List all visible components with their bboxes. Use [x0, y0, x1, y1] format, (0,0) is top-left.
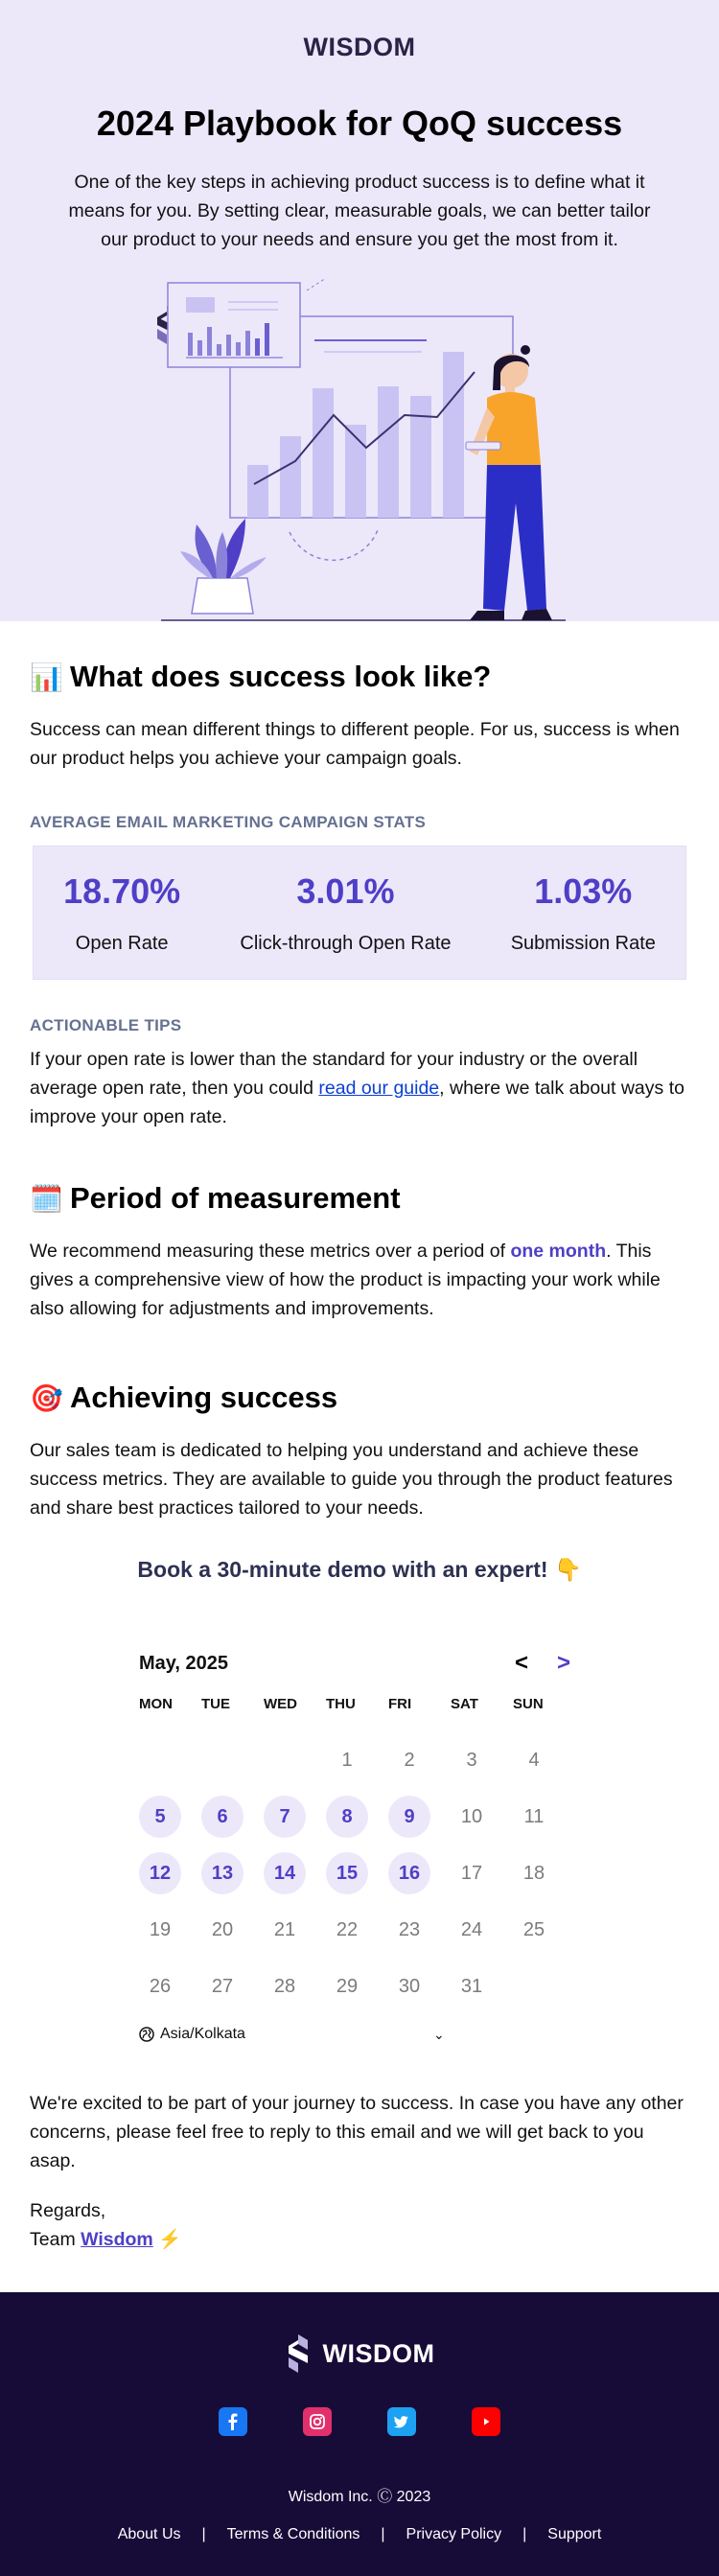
team-prefix: Team	[30, 2229, 81, 2250]
calendar-cell	[388, 1796, 451, 1852]
weekday-label: SUN	[513, 1696, 544, 1712]
weekday-label: WED	[264, 1696, 297, 1712]
read-guide-link[interactable]: read our guide	[318, 1078, 440, 1099]
brand-name: WISDOM	[303, 33, 416, 61]
day-4: 4	[528, 1749, 540, 1771]
facebook-icon[interactable]	[219, 2407, 247, 2436]
available-day-16[interactable]: 16	[388, 1852, 430, 1894]
calendar-cell	[451, 1965, 513, 2022]
timezone-value: Asia/Kolkata	[160, 2026, 245, 2042]
calendar-blank	[139, 1739, 201, 1796]
period-body	[30, 1237, 689, 1323]
day-20: 20	[211, 1918, 234, 1940]
calendar-blank	[264, 1739, 326, 1796]
calendar-cell	[513, 1796, 575, 1852]
calendar-cell	[139, 1909, 201, 1965]
hero-illustration	[153, 273, 566, 621]
calendar-cell	[139, 1965, 201, 2022]
stat-value: 1.03%	[534, 870, 633, 911]
available-day-13[interactable]: 13	[201, 1852, 244, 1894]
day-23: 23	[398, 1918, 421, 1940]
calendar-cell	[388, 1965, 451, 2022]
social-links	[0, 2407, 719, 2436]
tips-body	[30, 1045, 689, 1131]
calendar-cell	[451, 1796, 513, 1852]
day-27: 27	[211, 1975, 234, 1997]
calendar-cell	[201, 1909, 264, 1965]
twitter-icon[interactable]	[387, 2407, 416, 2436]
day-3: 3	[466, 1749, 477, 1771]
stat-value: 3.01%	[296, 870, 395, 911]
available-day-7[interactable]: 7	[264, 1796, 306, 1838]
closing-body: We're excited to be part of your journey to success. In case you have any other concerns, please feel free to reply to this email and we will get back to you asap.	[30, 2093, 684, 2171]
prev-month-button[interactable]: <	[514, 1650, 528, 1676]
regards-line: Regards,	[30, 2200, 106, 2221]
success-title: What does success look like?	[70, 660, 492, 693]
next-month-button[interactable]: >	[556, 1650, 570, 1676]
achieving-title: Achieving success	[70, 1381, 338, 1414]
wisdom-logo-icon	[285, 2334, 313, 2373]
calendar-cell	[388, 1909, 451, 1965]
day-31: 31	[460, 1975, 483, 1997]
brand-logo[interactable]	[0, 33, 719, 62]
success-heading	[30, 660, 689, 694]
stat-card	[63, 871, 180, 955]
calendar-cell	[326, 1739, 388, 1796]
footer-link-privacy-policy[interactable]: Privacy Policy	[406, 2526, 502, 2542]
target-icon: 🎯	[30, 1382, 63, 1413]
stat-label: Open Rate	[75, 932, 169, 954]
tips-text-start: If your open rate is lower than the standard for your industry or the overall average open rate, then you could	[30, 1049, 638, 1099]
footer-link-about-us[interactable]: About Us	[117, 2526, 181, 2542]
calendar-cell	[326, 1852, 388, 1909]
globe-icon	[139, 2027, 154, 2042]
calendar-cell	[139, 1852, 201, 1909]
weekday-label: TUE	[201, 1696, 230, 1712]
weekday-label: SAT	[451, 1696, 478, 1712]
day-18: 18	[522, 1862, 545, 1884]
page-title: 2024 Playbook for QoQ success	[96, 104, 623, 143]
lightning-icon: ⚡	[158, 2229, 182, 2250]
calendar-cell	[513, 1852, 575, 1909]
success-body: Success can mean different things to different people. For us, success is when our product helps you achieve your campaign goals.	[30, 719, 680, 769]
calendar-cell	[326, 1909, 388, 1965]
chevron-down-icon: ⌄	[432, 2026, 445, 2042]
available-day-12[interactable]: 12	[139, 1852, 181, 1894]
available-day-15[interactable]: 15	[326, 1852, 368, 1894]
day-10: 10	[460, 1805, 483, 1827]
day-25: 25	[522, 1918, 545, 1940]
calendar-header	[139, 1644, 580, 1683]
period-title: Period of measurement	[70, 1181, 401, 1215]
calendar-month: May, 2025	[139, 1652, 229, 1674]
footer-separator: |	[201, 2526, 206, 2542]
bar-chart-icon: 📊	[30, 661, 63, 692]
calendar-cell	[201, 1965, 264, 2022]
instagram-icon[interactable]	[303, 2407, 332, 2436]
stats-heading: AVERAGE EMAIL MARKETING CAMPAIGN STATS	[30, 813, 427, 831]
calendar-icon: 🗓️	[30, 1183, 63, 1214]
available-day-14[interactable]: 14	[264, 1852, 306, 1894]
calendar-cell	[513, 1739, 575, 1796]
day-19: 19	[149, 1918, 172, 1940]
stat-card	[240, 871, 451, 955]
footer-brand-name: WISDOM	[322, 2338, 435, 2368]
achieving-heading	[30, 1381, 689, 1415]
team-wisdom-link[interactable]: Wisdom	[81, 2229, 153, 2250]
footer-link-terms-conditions[interactable]: Terms & Conditions	[226, 2526, 360, 2542]
calendar-cell	[264, 1852, 326, 1909]
team-signature	[30, 2225, 689, 2254]
calendar-cell	[388, 1739, 451, 1796]
tips-heading: ACTIONABLE TIPS	[30, 1016, 182, 1034]
period-text-end: . This gives a comprehensive view of how the product is impacting your work while also allowing for adjustments and improvements.	[30, 1241, 661, 1319]
calendar-cell	[326, 1796, 388, 1852]
calendar-cell	[264, 1796, 326, 1852]
copyright: Wisdom Inc. Ⓒ 2023	[288, 2489, 431, 2505]
footer-logo[interactable]	[0, 2334, 719, 2373]
demo-cta[interactable]: Book a 30-minute demo with an expert! 👇	[137, 1557, 582, 1582]
calendar-cell	[201, 1852, 264, 1909]
hero-intro: One of the key steps in achieving product success is to define what it means for you. By setting clear, measurable goals, we can better tailor our product to your needs and ensure you get the most from it.	[68, 172, 651, 250]
calendar-cell	[201, 1796, 264, 1852]
footer-link-support[interactable]: Support	[547, 2526, 602, 2542]
calendar-cell	[451, 1909, 513, 1965]
available-day-9[interactable]: 9	[388, 1796, 430, 1838]
booking-calendar	[139, 1644, 580, 2043]
day-2: 2	[404, 1749, 415, 1771]
stat-label: Submission Rate	[510, 932, 656, 954]
day-30: 30	[398, 1975, 421, 1997]
calendar-cell	[388, 1852, 451, 1909]
achieving-body: Our sales team is dedicated to helping you understand and achieve these success metrics. They are available to guide you through the product features and share best practices tailored to your needs.	[30, 1440, 673, 1519]
day-1: 1	[341, 1749, 353, 1771]
footer-links	[0, 2526, 719, 2543]
period-heading	[30, 1181, 689, 1216]
calendar-cell	[264, 1909, 326, 1965]
calendar-cell	[264, 1965, 326, 2022]
calendar-weekdays	[139, 1696, 580, 1712]
footer-separator: |	[522, 2526, 527, 2542]
calendar-cell	[139, 1796, 201, 1852]
footer	[0, 2292, 719, 2576]
day-21: 21	[273, 1918, 296, 1940]
calendar-cell	[451, 1739, 513, 1796]
calendar-cell	[451, 1852, 513, 1909]
day-24: 24	[460, 1918, 483, 1940]
calendar-blank	[201, 1739, 264, 1796]
stats-panel	[33, 846, 686, 980]
calendar-cell	[513, 1909, 575, 1965]
stat-card	[511, 871, 656, 955]
day-26: 26	[149, 1975, 172, 1997]
period-text-start: We recommend measuring these metrics over a period of	[30, 1241, 511, 1262]
tips-text-end: , where we talk about ways to improve your open rate.	[30, 1078, 684, 1127]
day-22: 22	[336, 1918, 359, 1940]
period-highlight: one month	[510, 1241, 607, 1262]
weekday-label: THU	[326, 1696, 356, 1712]
day-17: 17	[460, 1862, 483, 1884]
day-11: 11	[523, 1805, 545, 1827]
stat-label: Click-through Open Rate	[240, 932, 452, 954]
calendar-cell	[326, 1965, 388, 2022]
youtube-icon[interactable]	[472, 2407, 500, 2436]
weekday-label: FRI	[388, 1696, 412, 1712]
calendar-days	[139, 1739, 580, 2022]
timezone-select[interactable]	[139, 2026, 580, 2043]
stat-value: 18.70%	[63, 870, 181, 911]
day-29: 29	[336, 1975, 359, 1997]
available-day-6[interactable]: 6	[201, 1796, 244, 1838]
available-day-8[interactable]: 8	[326, 1796, 368, 1838]
hero-section	[0, 0, 719, 621]
available-day-5[interactable]: 5	[139, 1796, 181, 1838]
day-28: 28	[273, 1975, 296, 1997]
weekday-label: MON	[139, 1696, 173, 1712]
footer-separator: |	[381, 2526, 385, 2542]
